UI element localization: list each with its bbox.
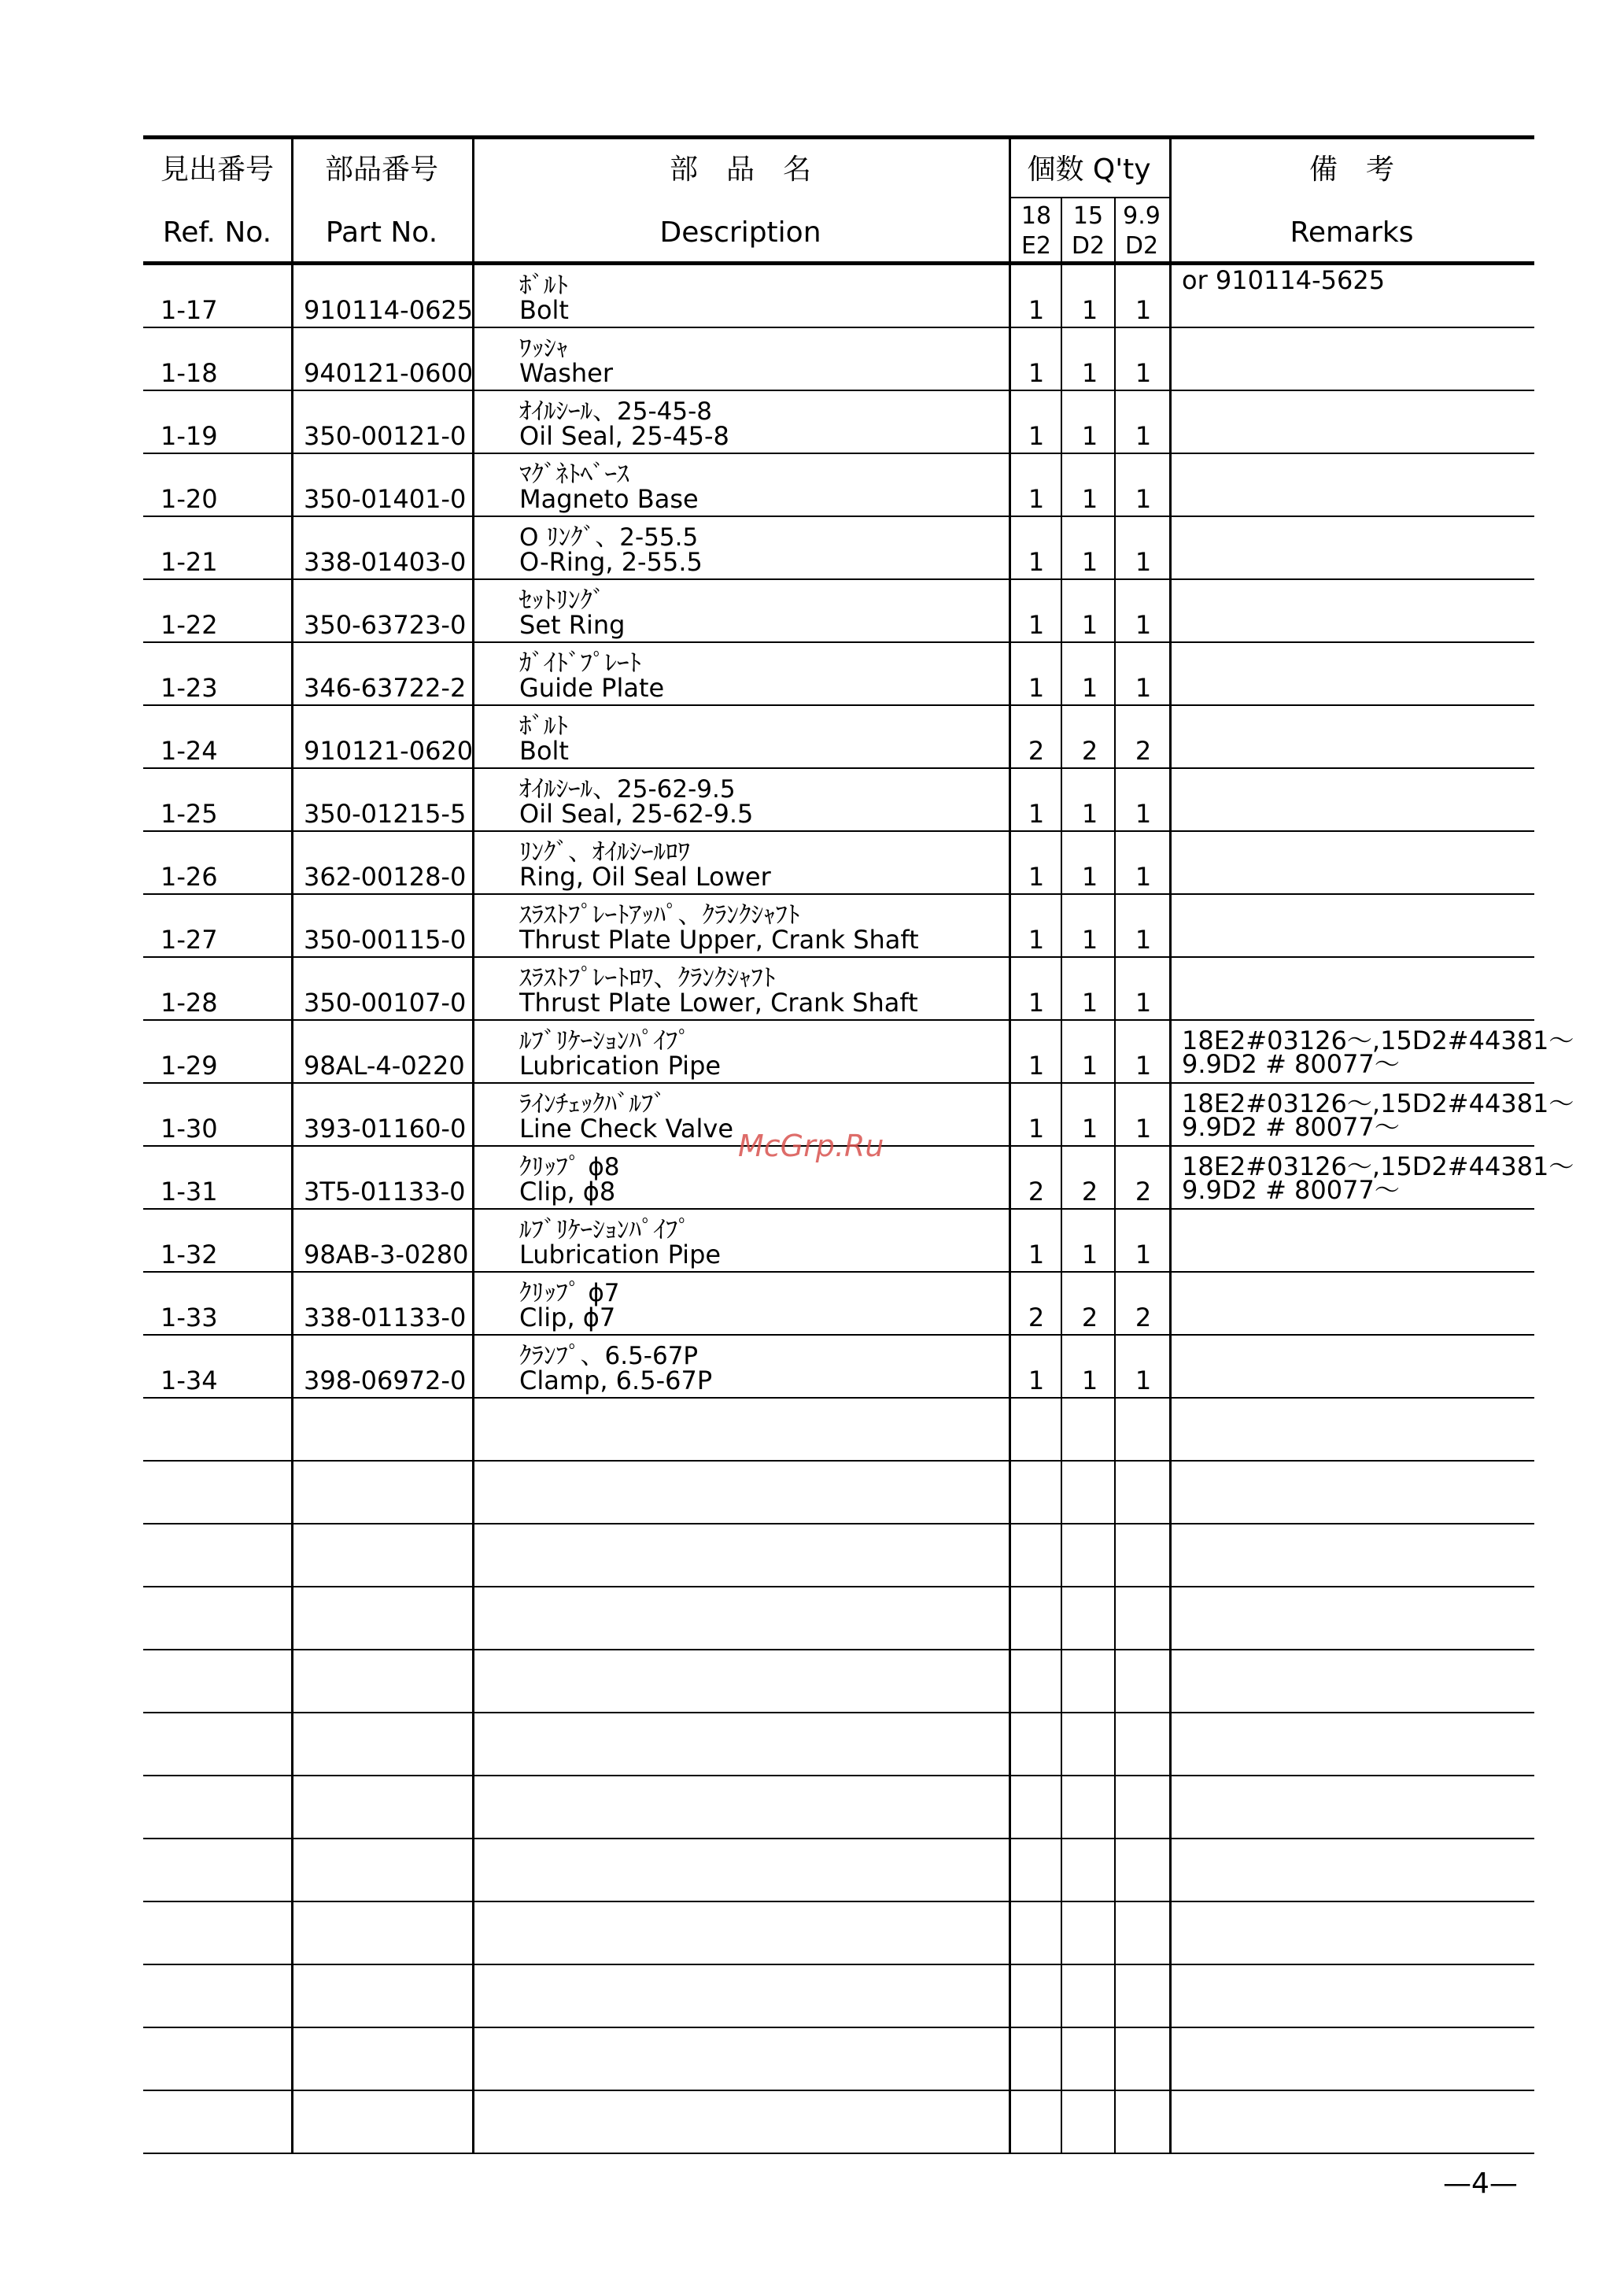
table-row [143,390,1534,453]
qty-15d2: 1 [1081,1240,1098,1269]
header-remarks-jp: 備 考 [1308,153,1394,186]
description-en: Bolt [519,295,569,325]
ref-no: 1-26 [161,862,218,892]
qty-18e2: 1 [1028,358,1045,388]
header-ref-jp: 見出番号 [160,153,274,186]
description-jp: ｸﾘｯﾌﾟ ϕ7 [519,1279,620,1307]
remarks-line-1: or 910114-5625 [1182,265,1386,295]
qty-15d2: 1 [1081,673,1098,703]
description-jp: ﾙﾌﾞﾘｹｰｼｮﾝﾊﾟｲﾌﾟ [519,1027,690,1055]
row-rule [143,1964,1534,1965]
table-row [143,1334,1534,1397]
description-jp: ﾙﾌﾞﾘｹｰｼｮﾝﾊﾟｲﾌﾟ [519,1216,690,1244]
part-no: 350-00121-0 [304,421,467,451]
qty-col-15d2-top: 15 [1072,202,1104,230]
qty-col-15d2-bottom: D2 [1071,232,1105,260]
qty-18e2: 1 [1028,862,1045,892]
qty-15d2: 2 [1081,1177,1098,1207]
qty-15d2: 1 [1081,799,1098,829]
description-jp: O ﾘﾝｸﾞ、2-55.5 [519,523,699,552]
description-jp: ｶﾞｲﾄﾞﾌﾟﾚｰﾄ [519,649,641,678]
table-row [143,956,1534,1019]
qty-99d2: 2 [1135,736,1152,766]
table-row [143,327,1534,390]
remarks-line-1: 18E2#03126～,15D2#44381～ [1182,1088,1574,1118]
description-en: Washer [519,358,613,388]
row-rule [143,1523,1534,1524]
description-en: Bolt [519,736,569,766]
part-no: 338-01403-0 [304,547,467,577]
qty-99d2: 1 [1135,1114,1152,1144]
qty-99d2: 1 [1135,1240,1152,1269]
qty-99d2: 1 [1135,862,1152,892]
qty-col-99d2-bottom: D2 [1124,232,1159,260]
ref-no: 1-32 [161,1240,218,1269]
qty-99d2: 1 [1135,484,1152,514]
qty-18e2: 2 [1028,1303,1045,1332]
ref-no: 1-28 [161,988,218,1018]
description-en: Clip, ϕ8 [519,1177,616,1207]
table-row [143,1208,1534,1271]
description-en: Oil Seal, 25-45-8 [519,421,729,451]
qty-99d2: 1 [1135,925,1152,955]
qty-18e2: 1 [1028,421,1045,451]
description-en: Clamp, 6.5-67P [519,1366,713,1395]
remarks-line-2: 9.9D2 # 80077～ [1182,1112,1400,1142]
qty-col-99d2-top: 9.9 [1123,202,1161,230]
table-row [143,704,1534,767]
part-no: 393-01160-0 [304,1114,467,1144]
header-desc-en: Description [659,216,821,249]
ref-no: 1-21 [161,547,218,577]
ref-no: 1-23 [161,673,218,703]
page-number: —4— [1443,2168,1518,2200]
ref-no: 1-33 [161,1303,218,1332]
row-rule [143,1460,1534,1462]
qty-18e2: 1 [1028,925,1045,955]
part-no: 910121-0620 [304,736,474,766]
table-row [143,516,1534,578]
ref-no: 1-18 [161,358,218,388]
qty-99d2: 1 [1135,1051,1152,1081]
description-en: Lubrication Pipe [519,1240,722,1269]
qty-99d2: 2 [1135,1177,1152,1207]
header-part-en: Part No. [325,216,438,249]
table-row [143,767,1534,830]
qty-header-split [1009,197,1169,198]
table-row [143,1271,1534,1334]
qty-15d2: 1 [1081,925,1098,955]
description-en: Set Ring [519,610,626,640]
qty-18e2: 1 [1028,799,1045,829]
description-en: Ring, Oil Seal Lower [519,862,771,892]
description-jp: ﾎﾞﾙﾄ [519,272,568,300]
ref-no: 1-25 [161,799,218,829]
part-no: 3T5-01133-0 [304,1177,466,1207]
qty-15d2: 1 [1081,295,1098,325]
description-en: Line Check Valve [519,1114,733,1144]
remarks-line-1: 18E2#03126～,15D2#44381～ [1182,1026,1574,1055]
remarks-line-2: 9.9D2 # 80077～ [1182,1049,1400,1079]
ref-no: 1-17 [161,295,218,325]
ref-no: 1-20 [161,484,218,514]
qty-18e2: 1 [1028,673,1045,703]
description-en: O-Ring, 2-55.5 [519,547,703,577]
description-jp: ｾｯﾄﾘﾝｸﾞ [519,586,605,615]
table-row [143,1019,1574,1082]
part-no: 940121-0600 [304,358,474,388]
row-rule [143,2027,1534,2028]
qty-18e2: 1 [1028,295,1045,325]
table-row [143,830,1534,893]
qty-15d2: 1 [1081,1051,1098,1081]
qty-99d2: 1 [1135,295,1152,325]
qty-18e2: 1 [1028,1240,1045,1269]
qty-99d2: 1 [1135,799,1152,829]
qty-15d2: 1 [1081,547,1098,577]
description-jp: ﾏｸﾞﾈﾄﾍﾞｰｽ [519,460,629,489]
header-desc-jp: 部 品 名 [669,153,811,186]
qty-18e2: 1 [1028,988,1045,1018]
part-no: 350-00107-0 [304,988,467,1018]
qty-18e2: 2 [1028,736,1045,766]
description-jp: ｽﾗｽﾄﾌﾟﾚｰﾄｱｯﾊﾟ、ｸﾗﾝｸｼｬﾌﾄ [519,901,800,929]
row-rule [143,1586,1534,1587]
part-no: 350-00115-0 [304,925,467,955]
row-rule [143,1901,1534,1902]
part-no: 350-63723-0 [304,610,467,640]
qty-99d2: 1 [1135,358,1152,388]
description-en: Thrust Plate Lower, Crank Shaft [519,988,918,1018]
row-rule [143,1397,1534,1399]
description-en: Guide Plate [519,673,665,703]
description-en: Oil Seal, 25-62-9.5 [519,799,754,829]
qty-99d2: 1 [1135,673,1152,703]
qty-18e2: 1 [1028,610,1045,640]
description-en: Magneto Base [519,484,699,514]
description-jp: ｵｲﾙｼｰﾙ、25-45-8 [519,397,712,426]
ref-no: 1-34 [161,1366,218,1395]
row-rule [143,1712,1534,1713]
qty-15d2: 2 [1081,736,1098,766]
remarks-line-2: 9.9D2 # 80077～ [1182,1175,1400,1205]
part-no: 350-01401-0 [304,484,467,514]
part-no: 338-01133-0 [304,1303,467,1332]
part-no: 910114-0625 [304,295,474,325]
part-no: 350-01215-5 [304,799,467,829]
qty-99d2: 1 [1135,610,1152,640]
table-row [143,893,1534,956]
qty-18e2: 1 [1028,1051,1045,1081]
description-jp: ﾜｯｼｬ [519,334,568,363]
description-jp: ｸﾗﾝﾌﾟ、6.5-67P [519,1342,699,1370]
qty-15d2: 1 [1081,421,1098,451]
qty-99d2: 1 [1135,421,1152,451]
table-row [143,578,1534,641]
part-no: 98AL-4-0220 [304,1051,465,1081]
description-jp: ﾘﾝｸﾞ、ｵｲﾙｼｰﾙﾛﾜ [519,838,690,867]
qty-col-18e2-top: 18 [1021,202,1052,230]
qty-col-18e2-bottom: E2 [1021,232,1052,260]
qty-18e2: 1 [1028,1114,1045,1144]
description-en: Thrust Plate Upper, Crank Shaft [519,925,919,955]
part-no: 346-63722-2 [304,673,467,703]
description-jp: ﾎﾞﾙﾄ [519,712,568,741]
watermark: McGrp.Ru [738,1129,884,1163]
qty-18e2: 2 [1028,1177,1045,1207]
header-qty: 個数 Q'ty [1027,153,1151,186]
qty-15d2: 1 [1081,1114,1098,1144]
remarks-line-1: 18E2#03126～,15D2#44381～ [1182,1151,1574,1181]
qty-99d2: 1 [1135,988,1152,1018]
ref-no: 1-31 [161,1177,218,1207]
header-remarks-en: Remarks [1290,216,1414,249]
row-rule [143,1649,1534,1650]
ref-no: 1-27 [161,925,218,955]
qty-15d2: 1 [1081,610,1098,640]
table-top-rule [143,135,1534,139]
description-jp: ｽﾗｽﾄﾌﾟﾚｰﾄﾛﾜ、ｸﾗﾝｸｼｬﾌﾄ [519,964,776,992]
ref-no: 1-22 [161,610,218,640]
ref-no: 1-19 [161,421,218,451]
part-no: 362-00128-0 [304,862,467,892]
row-rule [143,2153,1534,2154]
qty-99d2: 2 [1135,1303,1152,1332]
header-ref-en: Ref. No. [162,216,272,249]
table-row [143,453,1534,516]
qty-99d2: 1 [1135,547,1152,577]
qty-15d2: 1 [1081,358,1098,388]
row-rule [143,2090,1534,2091]
qty-18e2: 1 [1028,547,1045,577]
part-no: 98AB-3-0280 [304,1240,469,1269]
row-rule [143,1775,1534,1776]
qty-15d2: 1 [1081,862,1098,892]
qty-18e2: 1 [1028,1366,1045,1395]
part-no: 398-06972-0 [304,1366,467,1395]
header-part-jp: 部品番号 [324,153,438,186]
ref-no: 1-24 [161,736,218,766]
qty-15d2: 2 [1081,1303,1098,1332]
description-jp: ｵｲﾙｼｰﾙ、25-62-9.5 [519,775,736,804]
row-rule [143,1838,1534,1839]
qty-15d2: 1 [1081,988,1098,1018]
description-jp: ﾗｲﾝﾁｪｯｸﾊﾞﾙﾌﾞ [519,1090,666,1118]
description-en: Clip, ϕ7 [519,1303,616,1332]
ref-no: 1-30 [161,1114,218,1144]
description-en: Lubrication Pipe [519,1051,722,1081]
ref-no: 1-29 [161,1051,218,1081]
qty-18e2: 1 [1028,484,1045,514]
qty-15d2: 1 [1081,1366,1098,1395]
table-row [143,264,1534,327]
qty-15d2: 1 [1081,484,1098,514]
table-row [143,641,1534,704]
description-jp: ｸﾘｯﾌﾟ ϕ8 [519,1153,620,1181]
qty-99d2: 1 [1135,1366,1152,1395]
